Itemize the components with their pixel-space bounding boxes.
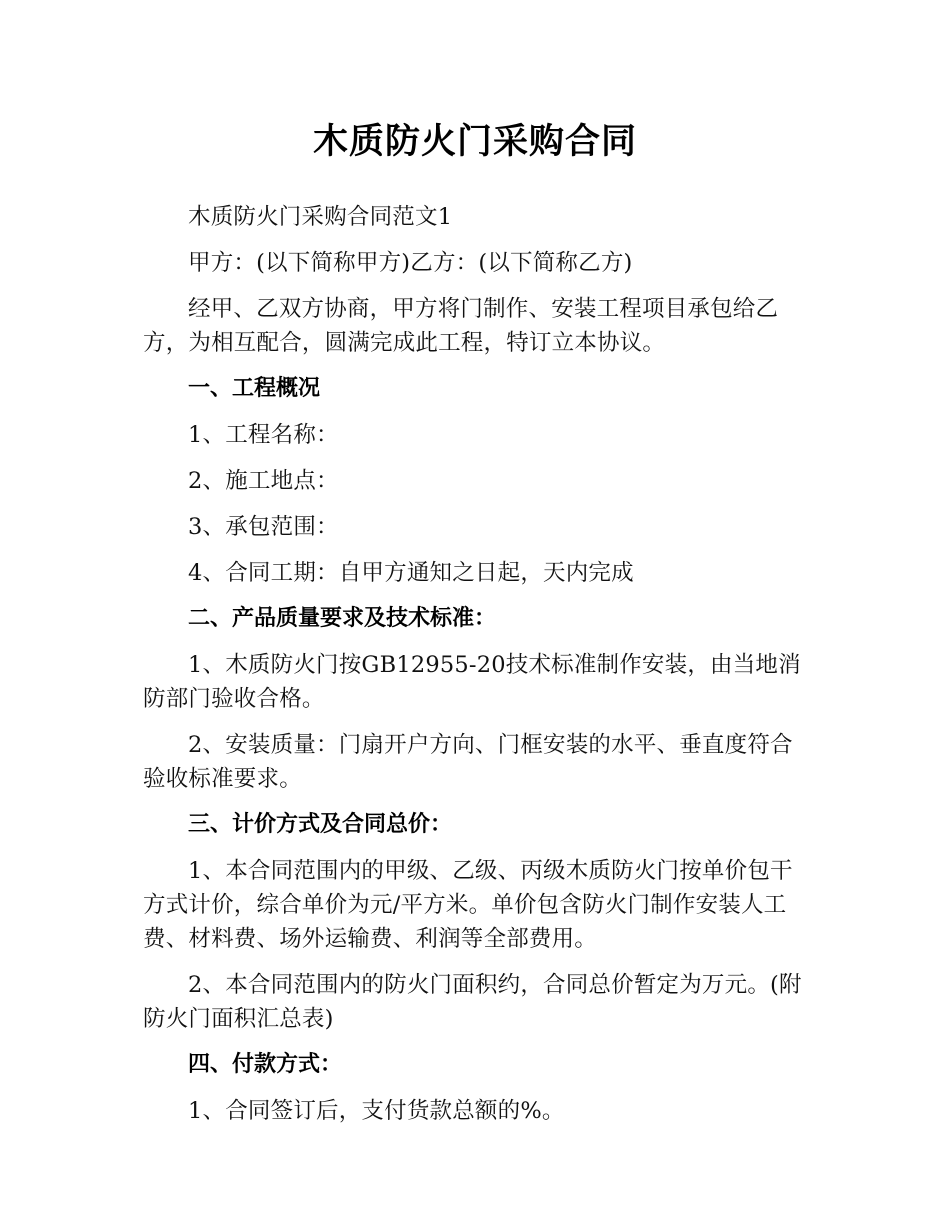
list-item-project-name: 1、工程名称： bbox=[188, 422, 339, 448]
list-item-install-quality: 2、安装质量：门扇开户方向、门框安装的水平、垂直度符合验收标准要求。 bbox=[143, 732, 793, 792]
section-heading-4: 四、付款方式： bbox=[188, 1052, 343, 1077]
paragraph-sample-heading: 木质防火门采购合同范文1 bbox=[188, 204, 453, 230]
list-item-duration: 4、合同工期：自甲方通知之日起，天内完成 bbox=[188, 560, 634, 586]
section-heading-3: 三、计价方式及合同总价： bbox=[188, 812, 453, 837]
paragraph-intro: 经甲、乙双方协商，甲方将门制作、安装工程项目承包给乙方，为相互配合，圆满完成此工程，特订立本协议。 bbox=[143, 296, 779, 356]
list-item-scope: 3、承包范围： bbox=[188, 514, 339, 540]
paragraph-parties: 甲方：(以下简称甲方)乙方：(以下简称乙方) bbox=[188, 250, 633, 276]
list-item-site: 2、施工地点： bbox=[188, 468, 339, 494]
section-heading-2: 二、产品质量要求及技术标准： bbox=[188, 606, 497, 631]
document-body bbox=[143, 200, 808, 1140]
section-heading-1: 一、工程概况 bbox=[188, 376, 321, 401]
list-item-payment: 1、合同签订后，支付货款总额的%。 bbox=[188, 1098, 565, 1124]
list-item-standard: 1、木质防火门按GB12955-20技术标准制作安装，由当地消防部门验收合格。 bbox=[143, 652, 801, 712]
list-item-total-price: 2、本合同范围内的防火门面积约，合同总价暂定为万元。(附防火门面积汇总表) bbox=[143, 972, 802, 1032]
list-item-pricing: 1、本合同范围内的甲级、乙级、丙级木质防火门按单价包干方式计价，综合单价为元/平方米。单价包含防火门制作安装人工费、材料费、场外运输费、利润等全部费用。 bbox=[143, 858, 793, 952]
document-title: 木质防火门采购合同 bbox=[312, 122, 637, 162]
